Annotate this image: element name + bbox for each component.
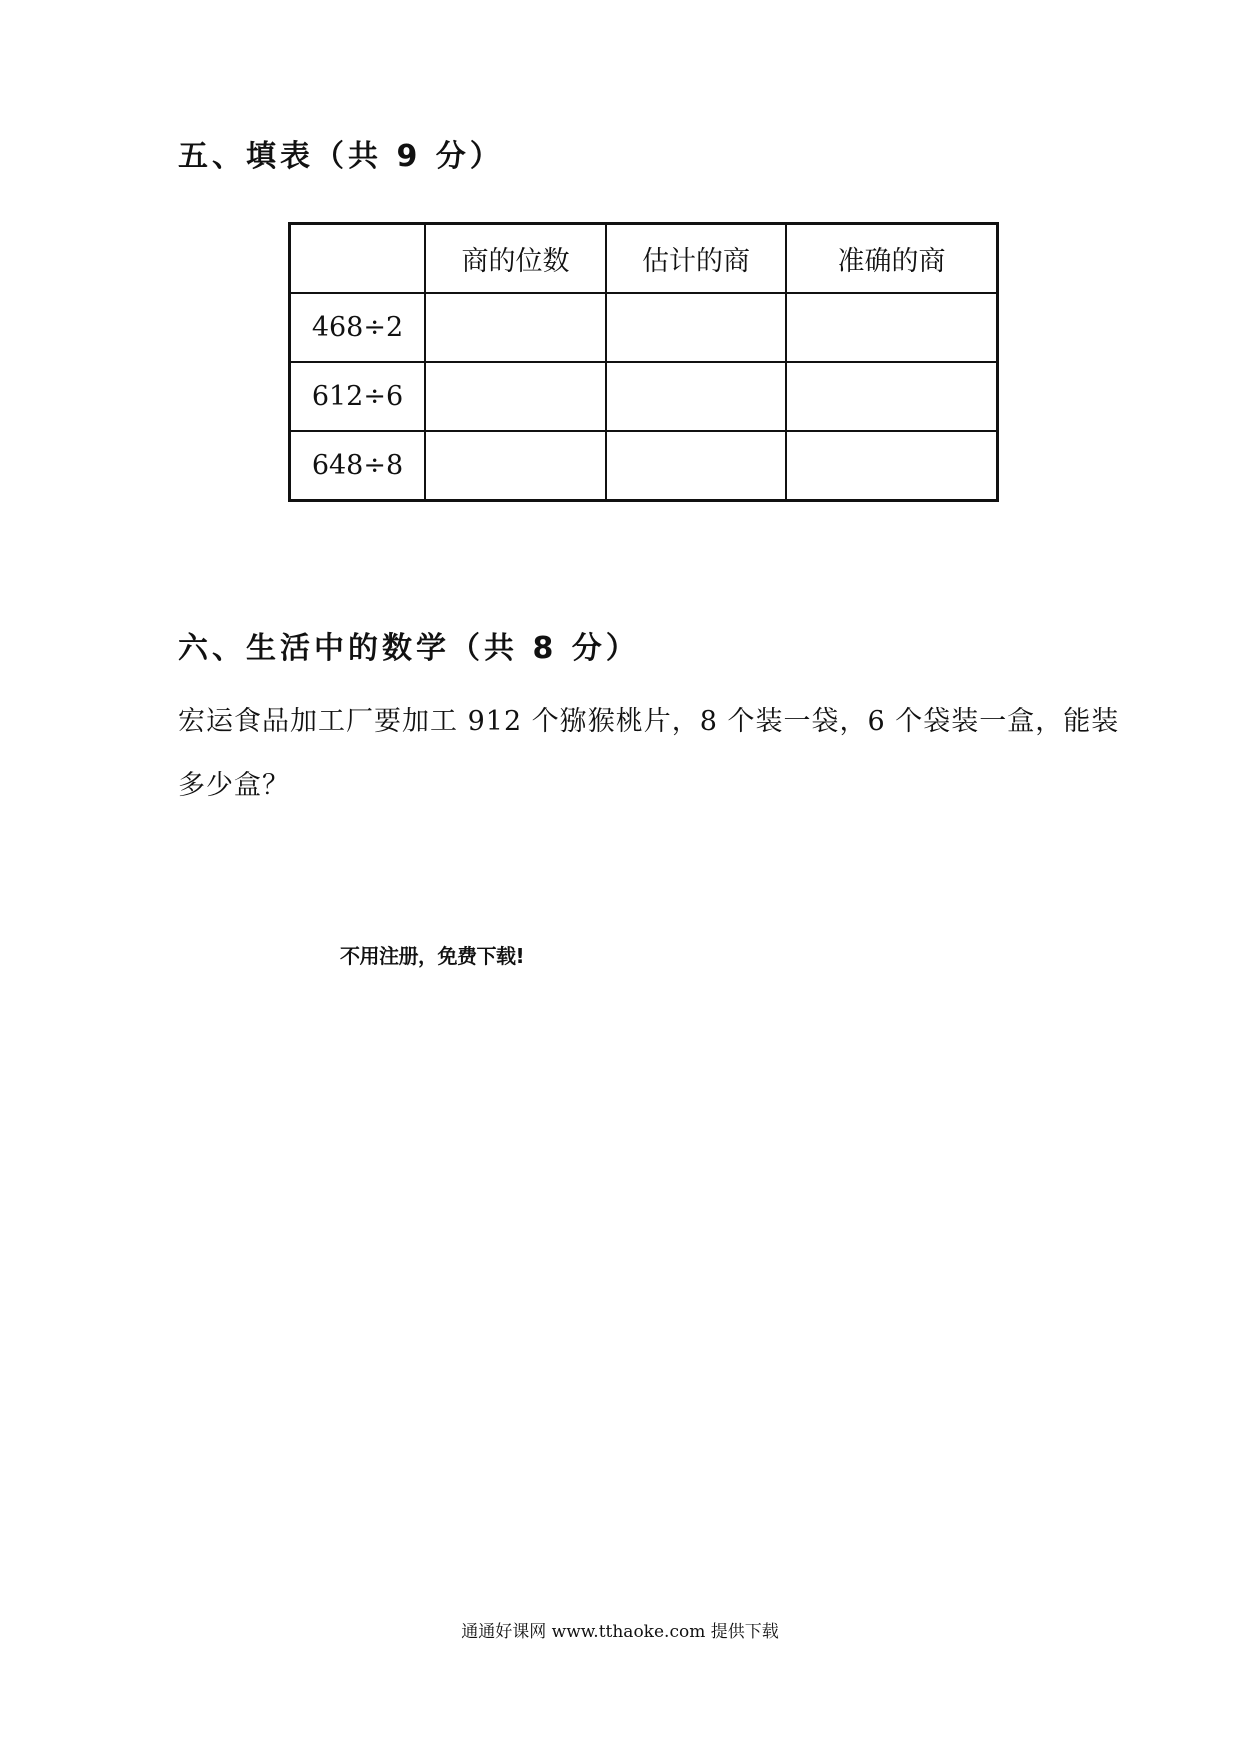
section-5-heading: 五、填表（共 9 分） [178, 139, 504, 174]
table-row [290, 293, 998, 362]
table-header-cell: 商的位数 [425, 224, 606, 294]
division-expression: 648÷8 [290, 431, 426, 501]
footer-text: 通通好课网 www.tthaoke.com 提供下载 [461, 1622, 779, 1642]
answer-cell [786, 293, 998, 362]
promo-text: 不用注册，免费下载! [340, 944, 525, 968]
section-6-heading: 六、生活中的数学（共 8 分） [178, 631, 640, 666]
fill-in-table [288, 222, 999, 502]
answer-cell [425, 362, 606, 431]
table-header-row [290, 224, 998, 294]
division-expression: 612÷6 [290, 362, 426, 431]
table-header-cell: 准确的商 [786, 224, 998, 294]
answer-cell [786, 431, 998, 501]
answer-cell [786, 362, 998, 431]
table-header-cell: 估计的商 [606, 224, 786, 294]
division-expression: 468÷2 [290, 293, 426, 362]
answer-cell [606, 293, 786, 362]
answer-cell [606, 362, 786, 431]
answer-cell [425, 431, 606, 501]
table-row [290, 431, 998, 501]
word-problem-text: 宏运食品加工厂要加工 912 个猕猴桃片，8 个装一袋，6 个袋装一盒，能装多少盒？ [178, 706, 1120, 801]
table-row [290, 362, 998, 431]
table-header-cell [290, 224, 426, 294]
answer-cell [425, 293, 606, 362]
answer-cell [606, 431, 786, 501]
